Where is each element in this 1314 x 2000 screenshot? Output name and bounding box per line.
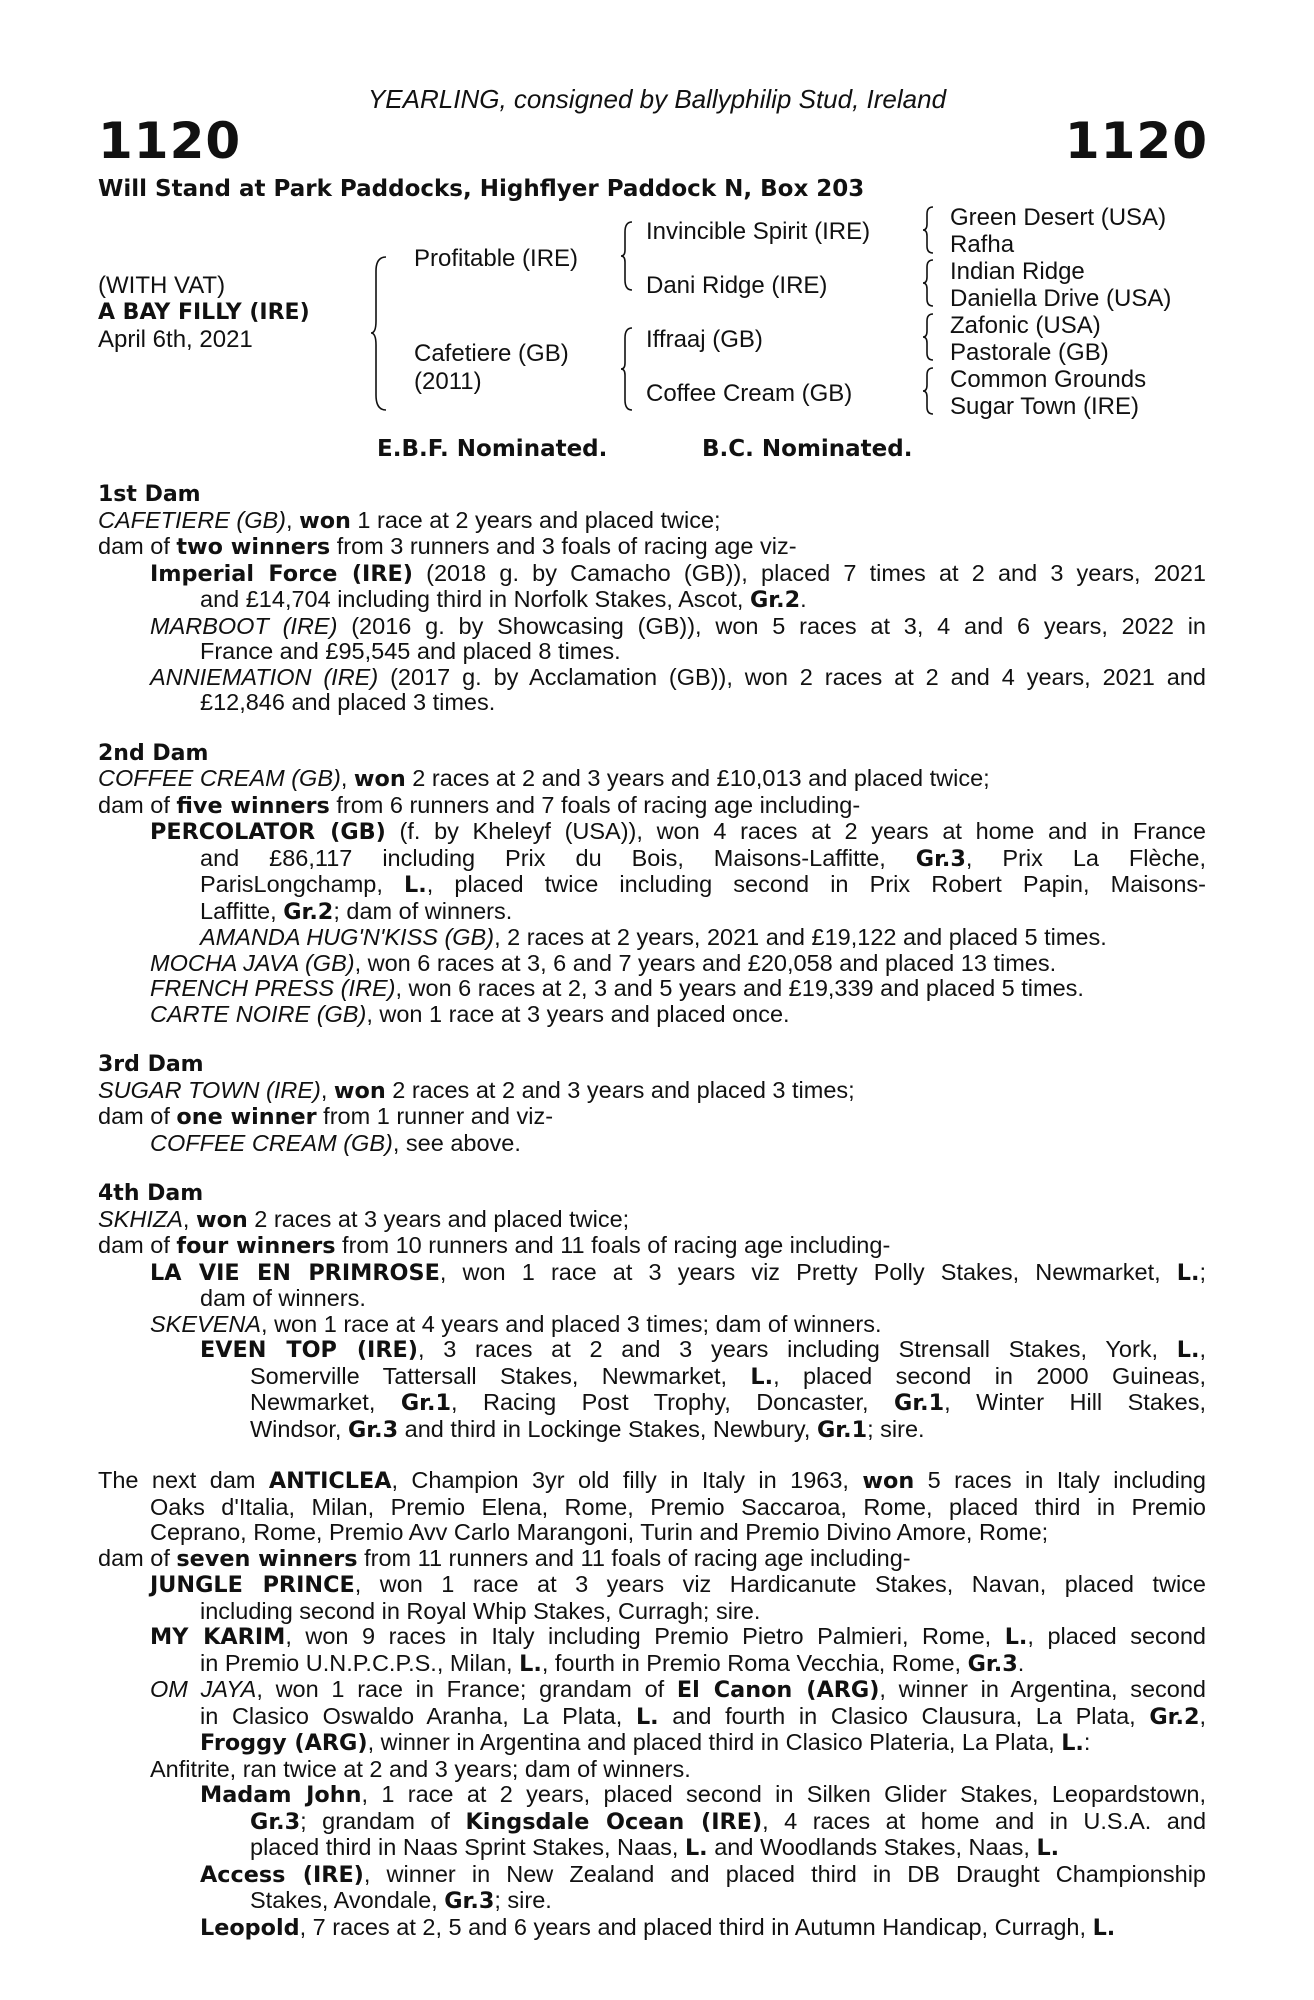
pedigree-brace-dam <box>620 326 636 412</box>
produce-entry: MARBOOT (IRE) (2016 g. by Showcasing (GB)), won 5 races at 3, 4 and 6 years, 2022 in <box>150 612 1206 639</box>
next-dam-entry: The next dam ANTICLEA, Champion 3yr old filly in Italy in 1963, won 5 races in Italy including <box>98 1467 1206 1494</box>
dam: Cafetiere (GB) <box>414 340 569 367</box>
ebf-nomination: E.B.F. Nominated. <box>377 436 608 462</box>
ancestor-1: Green Desert (USA) <box>950 204 1167 231</box>
pedigree-brace-g4 <box>922 366 936 416</box>
ancestor-6: Pastorale (GB) <box>950 339 1109 366</box>
produce-entry: ANNIEMATION (IRE) (2017 g. by Acclamation (GB)), won 2 races at 2 and 4 years, 2021 and <box>150 663 1206 690</box>
produce-entry: AMANDA HUG'N'KISS (GB), 2 races at 2 years, 2021 and £19,122 and placed 5 times. <box>200 924 1107 950</box>
sire: Profitable (IRE) <box>414 245 579 272</box>
ancestor-4: Daniella Drive (USA) <box>950 285 1172 312</box>
dam-name: SUGAR TOWN (IRE) <box>98 1076 321 1103</box>
dam-dam: Coffee Cream (GB) <box>646 380 853 407</box>
produce-entry: EVEN TOP (IRE), 3 races at 2 and 3 years including Strensall Stakes, York, L., <box>200 1336 1207 1363</box>
produce-entry: Anfitrite, ran twice at 2 and 3 years; dam of winners. <box>150 1755 691 1782</box>
produce-entry: CARTE NOIRE (GB), won 1 race at 3 years and placed once. <box>150 1000 790 1027</box>
ancestor-8: Sugar Town (IRE) <box>950 393 1139 420</box>
ancestor-2: Rafha <box>950 231 1015 258</box>
produce-entry: OM JAYA, won 1 race in France; grandam of El Canon (ARG), winner in Argentina, second <box>150 1676 1206 1703</box>
pedigree-brace-sire <box>620 220 636 292</box>
dam-name: CAFETIERE (GB) <box>98 506 287 533</box>
sire-sire: Invincible Spirit (IRE) <box>646 218 871 245</box>
dam-sire: Iffraaj (GB) <box>646 326 763 353</box>
section-heading: 3rd Dam <box>98 1052 204 1077</box>
produce-record: 1st Dam CAFETIERE (GB), won 1 race at 2 years and placed twice; dam of two winners from 3 runners and 3 foals of racing age viz- Imperial Force (IRE) (2018 g. by Camacho (GB)), placed 7 times at 2 and 3 years, 2021 and £14,704 including third in Norfolk Stakes, Ascot, Gr.2. MARBOOT (IRE) (2016 g. by Showcasing (GB)), won 5 races at 3, 4 and 6 years, 2022 in France and £95,545 and placed 8 times. ANNIEMATION (IRE) (2017 g. by Acclamation (GB)), won 2 races at 2 and 4 years, 2021 and £12,846 and placed 3 times. 2nd Dam COFFEE CREAM (GB), won 2 races at 2 and 3 years and £10,013 and placed twice; dam of five winners from 6 runners and 7 foals of racing age including- PERCOLATOR (GB) (f. by Kheleyf (USA)), won 4 races at 2 years at home and in France and £86,117 including Prix du Bois, Maisons-Laffitte, Gr.3, Prix La Flèche, ParisLongchamp, L., placed twice including second in Prix Robert Papin, Maisons- Laffitte, Gr.2; dam of winners. AMANDA HUG'N'KISS (GB), 2 races at 2 years, 2021 and £19,122 and placed 5 times. MOCHA JAVA (GB), won 6 races at 3, 6 and 7 years and £20,058 and placed 13 times. FRENCH PRESS (IRE), won 6 races at 2, 3 and 5 years and £19,339 and placed 5 times. CARTE NOIRE (GB), won 1 race at 3 years and placed once. 3rd Dam SUGAR TOWN (IRE), won 2 races at 2 and 3 years and placed 3 times; dam of one winner from 1 runner and viz- COFFEE CREAM (GB), see above. 4th Dam SKHIZA, won 2 races at 3 years and placed twice; dam of four winners from 10 runners and 11 foals of racing age including- LA VIE EN PRIMROSE, won 1 race at 3 years viz Pretty Polly Stakes, Newmarket, L.; dam of winners. SKEVENA, won 1 race at 4 years and placed 3 times; dam of winners. EVEN TOP (IRE), 3 races at 2 and 3 years including Strensall Stakes, York, L., Somerville Tattersall Stakes, Newmarket, L., placed second in 2000 Guineas, Newmarket, Gr.1, Racing Post Trophy, Doncaster, Gr.1, Winter Hill Stakes, Windsor, Gr.3 and third in Lockinge Stakes, Newbury, Gr.1; sire. The next dam ANTICLEA, Champion 3yr old filly in Italy in 1963, won 5 races in Italy including Oaks d'Italia, Milan, Premio Elena, Rome, Premio Saccaroa, Rome, placed third in Premio Ceprano, Rome, Premio Avv Carlo Marangoni, Turin and Premio Divino Amore, Rome; dam of seven winners from 11 runners and 11 foals of racing age including- JUNGLE PRINCE, won 1 race at 3 years viz Hardicanute Stakes, Navan, placed twice including second in Royal Whip Stakes, Curragh; sire. MY KARIM, won 9 races in Italy including Premio Pietro Palmieri, Rome, L., placed second in Premio U.N.P.C.P.S., Milan, L., fourth in Premio Roma Vecchia, Rome, Gr.3. OM JAYA, won 1 race in France; grandam of El Canon (ARG), winner in Argentina, second in Clasico Oswaldo Aranha, La Plata, L. and fourth in Clasico Clausura, La Plata, Gr.2, Froggy (ARG), winner in Argentina and placed third in Clasico Plateria, La Plata, L.: Anfitrite, ran twice at 2 and 3 years; dam of winners. Madam John, 1 race at 2 years, placed second in Silken Glider Stakes, Leopardstown, Gr.3; grandam of Kingsdale Ocean (IRE), 4 races at home and in U.S.A. and placed third in Naas Sprint Stakes, Naas, L. and Woodlands Stakes, Naas, L. Access (IRE), winner in New Zealand and placed third in DB Draught Championship Stakes, Avondale, Gr.3; sire. Leopold, 7 races at 2, 5 and 6 years and placed third in Autumn Handicap, Curragh, L. <box>98 482 1207 1941</box>
produce-entry: MOCHA JAVA (GB), won 6 races at 3, 6 and 7 years and £20,058 and placed 13 times. <box>150 949 1057 976</box>
produce-entry: Imperial Force (IRE) (2018 g. by Camacho (GB)), placed 7 times at 2 and 3 years, 2021 <box>150 559 1206 587</box>
lot-number-right: 1120 <box>1064 112 1208 170</box>
dam-name: COFFEE CREAM (GB) <box>98 765 341 791</box>
pedigree-brace-g3 <box>922 312 936 362</box>
pedigree-brace-g2 <box>922 258 936 308</box>
produce-entry: Access (IRE), winner in New Zealand and placed third in DB Draught Championship <box>200 1860 1206 1888</box>
produce-entry: FRENCH PRESS (IRE), won 6 races at 2, 3 and 5 years and £19,339 and placed 5 times. <box>150 975 1084 1001</box>
section-heading: 1st Dam <box>98 482 201 507</box>
vat-note: (WITH VAT) <box>98 272 226 299</box>
ancestor-3: Indian Ridge <box>950 258 1085 285</box>
pedigree-brace-main <box>370 255 390 412</box>
horse-name: A BAY FILLY (IRE) <box>98 300 310 325</box>
produce-entry: PERCOLATOR (GB) (f. by Kheleyf (USA)), won 4 races at 2 years at home and in France <box>150 818 1206 845</box>
foaling-date: April 6th, 2021 <box>98 326 253 353</box>
dam-name: SKHIZA <box>98 1205 183 1232</box>
ancestor-7: Common Grounds <box>950 366 1147 393</box>
bc-nomination: B.C. Nominated. <box>702 436 913 462</box>
produce-entry: MY KARIM, won 9 races in Italy including Premio Pietro Palmieri, Rome, L., placed second <box>150 1623 1206 1650</box>
produce-entry: SKEVENA, won 1 race at 4 years and placed 3 times; dam of winners. <box>150 1310 882 1337</box>
dam-year: (2011) <box>414 368 482 395</box>
sire-dam: Dani Ridge (IRE) <box>646 272 828 299</box>
ancestor-5: Zafonic (USA) <box>950 312 1101 339</box>
consignor-line: YEARLING, consigned by Ballyphilip Stud, Ireland <box>367 84 947 114</box>
produce-entry: COFFEE CREAM (GB), see above. <box>150 1129 521 1156</box>
pedigree-brace-g1 <box>922 205 936 255</box>
produce-entry: JUNGLE PRINCE, won 1 race at 3 years viz Hardicanute Stakes, Navan, placed twice <box>150 1571 1207 1598</box>
produce-entry: Leopold, 7 races at 2, 5 and 6 years and placed third in Autumn Handicap, Curragh, L. <box>200 1913 1116 1941</box>
produce-entry: LA VIE EN PRIMROSE, won 1 race at 3 years viz Pretty Polly Stakes, Newmarket, L.; <box>150 1258 1206 1286</box>
lot-number-left: 1120 <box>98 112 242 170</box>
section-heading: 2nd Dam <box>98 740 209 766</box>
stand-location: Will Stand at Park Paddocks, Highflyer Paddock N, Box 203 <box>98 176 865 202</box>
produce-entry: Madam John, 1 race at 2 years, placed second in Silken Glider Stakes, Leopardstown, <box>200 1781 1206 1808</box>
section-heading: 4th Dam <box>98 1181 204 1206</box>
